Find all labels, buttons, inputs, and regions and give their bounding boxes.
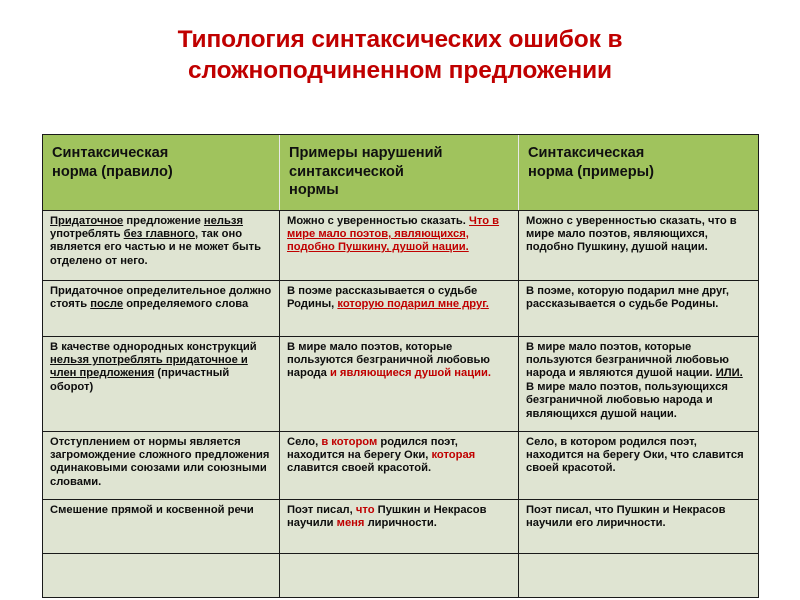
rule-text: предложение [123,214,204,227]
cell-violation [280,280,519,336]
violation-text: Поэт писал, [287,503,356,516]
cell-correct [519,280,759,336]
cell-rule [43,431,280,499]
table-row-empty [43,553,759,597]
table-header [43,135,759,211]
cell-correct [519,553,759,597]
rule-text: , так оно является его частью и не может быть отделено от него. [50,227,261,267]
cell-rule [43,210,280,280]
cell-violation [280,553,519,597]
column-header-violations-line-1: Примеры нарушений [289,145,443,161]
column-header-correct-line-2: норма (примеры) [528,163,654,180]
violation-highlight: Что в мире мало поэтов, являющихся, подобно Пушкину, душой нации. [287,214,500,254]
correct-text: Можно с уверенностью сказать, что в мире мало поэтов, являющихся, подобно Пушкину, душой нации. [526,214,737,254]
column-header-rule-line-2: норма (правило) [52,163,173,180]
correct-text: В поэме, которую подарил мне друг, рассказывается о судьбе Родины. [526,284,729,310]
correct-text: В мире мало поэтов, пользующихся безграничной любовью народа и являющихся душой нации. [526,380,728,420]
rule-text: Смешение прямой и косвенной речи [50,503,254,516]
cell-rule [43,499,280,553]
violation-text: лиричности. [364,516,437,529]
violation-text: Пушкин и Некрасов научили [287,503,487,529]
rule-term: Придаточное [50,214,124,227]
syntax-norms-table [42,134,759,598]
correct-text: В мире мало поэтов, которые пользуются безграничной любовью народа и являются душой нации. [526,340,729,380]
rule-text: В качестве однородных конструкций [50,340,257,353]
page-title-line-2: сложноподчиненном предложении [187,57,613,84]
column-header-violations-line-3: нормы [289,182,339,198]
rule-term: нельзя [203,214,243,227]
rule-term: после [90,297,124,310]
syntax-norms-table-container [42,134,758,598]
table-row [43,210,759,280]
rule-text: Отступлением от нормы является загромождение сложного предложения одинаковыми союзами или союзными словами. [50,435,270,488]
correct-alternative-marker: ИЛИ. [715,367,743,380]
violation-highlight: которую подарил мне друг. [337,297,489,310]
violation-text: Можно с уверенностью сказать. [287,214,470,227]
cell-correct [519,336,759,431]
violation-highlight: которая [431,448,476,461]
table-row [43,499,759,553]
cell-rule [43,336,280,431]
table-body [43,210,759,597]
violation-text: славится своей красотой. [287,462,432,475]
page-title [0,24,800,86]
column-header-violations [280,135,519,211]
cell-rule [43,280,280,336]
column-header-correct-line-1: Синтаксическая [528,145,645,161]
violation-highlight: в котором [321,435,378,448]
table-row [43,280,759,336]
violation-text: Село, [287,435,322,448]
violation-highlight: что [355,503,375,516]
rule-term: без главного [123,227,195,240]
table-row [43,336,759,431]
rule-text: Придаточное определительное должно стоять [50,284,272,310]
column-header-rule-line-1: Синтаксическая [52,145,169,161]
cell-violation [280,499,519,553]
cell-violation [280,210,519,280]
column-header-correct [519,135,759,211]
cell-correct [519,210,759,280]
cell-correct [519,499,759,553]
violation-text: родился поэт, находится на берегу Оки, [287,435,458,461]
column-header-rule [43,135,280,211]
violation-highlight: и являющиеся душой нации. [329,367,491,380]
column-header-violations-line-2: синтаксической [289,163,404,180]
page-title-line-1: Типология синтаксических ошибок в [177,26,623,53]
rule-text: определяемого слова [123,297,249,310]
table-row [43,431,759,499]
cell-violation [280,336,519,431]
violation-text: В поэме рассказывается о судьбе Родины, [287,284,478,310]
cell-rule [43,553,280,597]
violation-highlight: меня [336,516,365,529]
cell-violation [280,431,519,499]
rule-term: нельзя употреблять придаточное и член предложения [50,353,248,380]
cell-correct [519,431,759,499]
correct-text: Село, в котором родился поэт, находится на берегу Оки, что славится своей красотой. [526,435,744,475]
table-header-row [43,135,759,211]
correct-text: Поэт писал, что Пушкин и Некрасов научили его лиричности. [526,503,726,529]
rule-text: употреблять [50,227,124,240]
violation-text: В мире мало поэтов, которые пользуются безграничной любовью народа [287,340,490,380]
rule-text: (причастный оборот) [50,367,230,393]
